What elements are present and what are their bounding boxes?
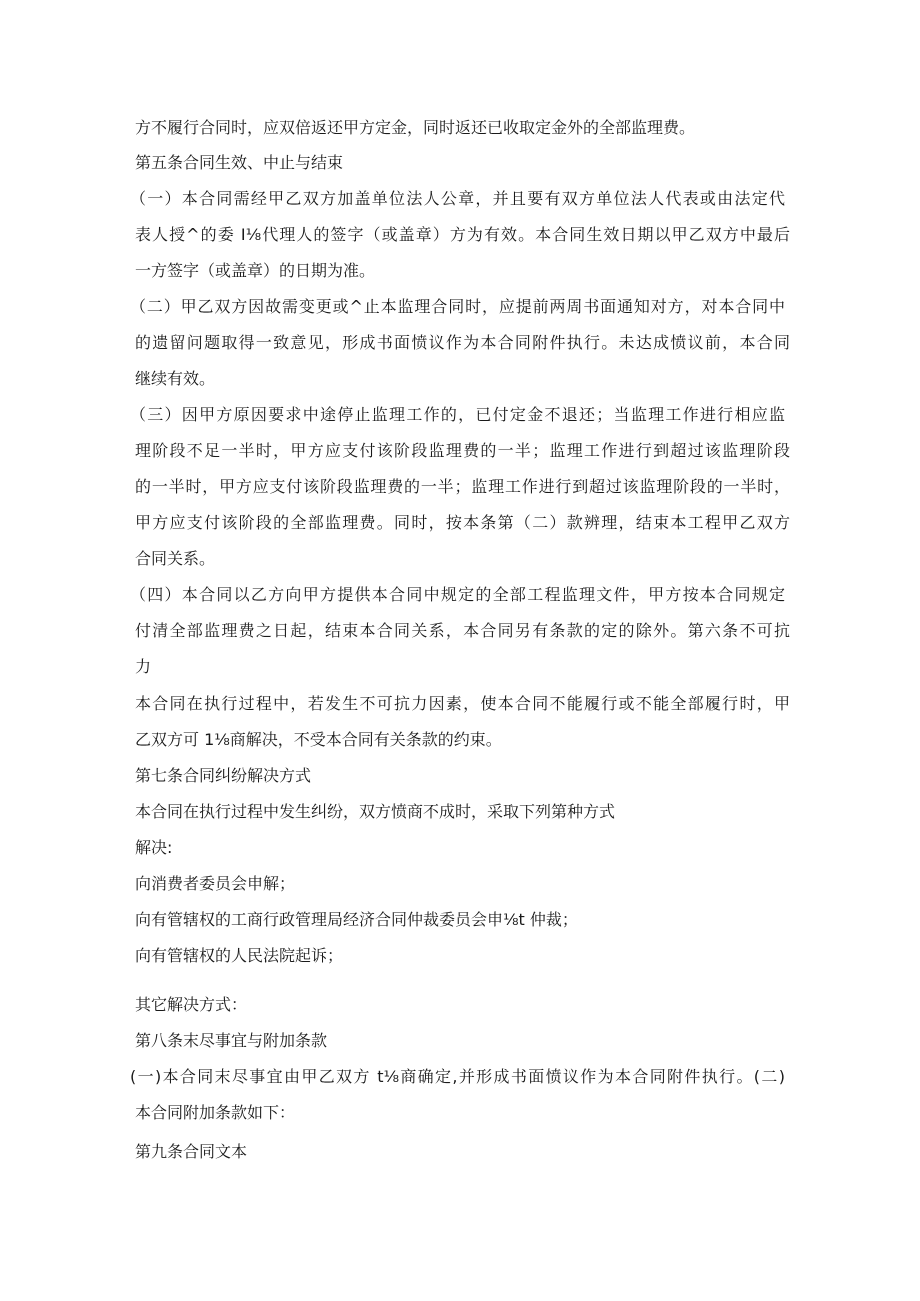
text-line: 甲方应支付该阶段的全部监理费。同时，按本条第（二）款辨理，结束本工程甲乙双方 [135,513,790,532]
text-line: 理阶段不足一半时，甲方应支付该阶段监理费的一半；监理工作进行到超过该监理阶段 [135,441,790,460]
text-line: 继续有效。 [135,369,216,388]
section-heading: 第五条合同生效、中止与结束 [135,153,344,172]
text-line: 力 [135,657,152,676]
text-line: 解决: [135,838,173,857]
text-line: （一）本合同需经甲乙双方加盖单位法人公章，并且要有双方单位法人代表或由法定代 [130,189,785,208]
list-item: 向有管辖权的工商行政管理局经济合同仲裁委员会申⅛t 仲裁； [135,910,578,929]
list-item: 其它解决方式： [135,995,248,1014]
text-line: （四）本合同以乙方向甲方提供本合同中规定的全部工程监理文件，甲方按本合同规定 [130,585,785,604]
text-line: 合同关系。 [135,549,216,568]
text-line: 一方签字（或盖章）的日期为准。 [135,261,376,280]
section-heading: 第七条合同纠纷解决方式 [135,766,312,785]
list-item: 向有管辖权的人民法院起诉； [135,946,344,965]
text-line: 付清全部监理费之日起，结束本合同关系，本合同另有条款的定的除外。第六条不可抗 [135,621,790,640]
text-line: 本合同在执行过程中，若发生不可抗力因素，使本合同不能履行或不能全部履行时，甲 [135,694,790,713]
section-heading: 第九条合同文本 [135,1142,248,1161]
text-line: (一)本合同末尽事宜由甲乙双方 t⅛商确定,并形成书面愤议作为本合同附件执行。(二) [130,1067,785,1086]
text-line: 本合同附加条款如下： [135,1103,296,1122]
text-line: 的遗留问题取得一致意见，形成书面愤议作为本合同附件执行。未达成愤议前，本合同 [135,333,790,352]
text-line: 方不履行合同时，应双倍返还甲方定金，同时返还已收取定金外的全部监理费。 [135,118,696,137]
section-heading: 第八条末尽事宜与附加条款 [135,1031,328,1050]
text-line: （二）甲乙双方因故需变更或^止本监理合同时，应提前两周书面通知对方，对本合同中 [130,297,785,316]
text-line: 表人授^的委 I⅛代理人的签字（或盖章）方为有效。本合同生效日期以甲乙双方中最后 [135,225,790,244]
list-item: 向消费者委员会申解； [135,874,296,893]
text-line: 本合同在执行过程中发生纠纷，双方愤商不成时，采取下列第种方式 [135,802,616,821]
text-line: （三）因甲方原因要求中途停止监理工作的，已付定金不退还；当监理工作进行相应监 [130,405,785,424]
text-line: 的一半时，甲方应支付该阶段监理费的一半；监理工作进行到超过该监理阶段的一半时， [135,477,790,496]
text-line: 乙双方可 1⅛商解决，不受本合同有关条款的约束。 [135,730,502,749]
